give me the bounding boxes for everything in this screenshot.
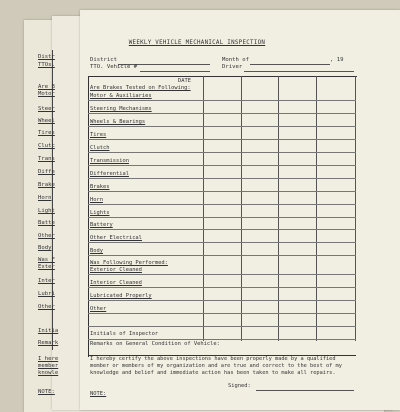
grid-row-line xyxy=(88,229,356,230)
grid-row-line xyxy=(88,204,356,205)
back-sheet-label: Was F xyxy=(38,257,55,263)
back-sheet-label: NOTE: xyxy=(38,389,55,395)
back-sheet-label: TTOs. xyxy=(38,62,55,68)
grid-row-line xyxy=(88,191,356,192)
initials-label: Initials of Inspector xyxy=(90,331,159,337)
grid-row-line xyxy=(88,152,356,153)
back-sheet-label: Lubri xyxy=(38,291,55,297)
back-sheet-label: Remark xyxy=(38,340,59,346)
inspection-item: Brakes xyxy=(90,184,110,190)
back-sheet-label: Other xyxy=(38,304,55,310)
grid-col-1 xyxy=(203,76,204,341)
inspection-item: Clutch xyxy=(90,145,110,151)
inspection-item: Transmission xyxy=(90,158,129,164)
inspection-item: Body xyxy=(90,248,103,254)
back-sheet-label: Motor xyxy=(38,91,55,97)
inspection-item: Motor & Auxiliaries xyxy=(90,93,152,99)
month-label: Month of xyxy=(222,57,249,63)
inspection-item: Steering Mechanisms xyxy=(90,106,152,112)
back-sheet-label: Batte xyxy=(38,220,55,226)
tto-vehicle-label: TTO. Vehicle # xyxy=(90,64,138,70)
inspection-item: Are Brakes Tested on Following: xyxy=(90,85,191,91)
tto-vehicle-line xyxy=(140,71,210,72)
inspection-item: Lights xyxy=(90,210,110,216)
inspection-item: Wheels & Bearings xyxy=(90,119,146,125)
back-sheet-label: Are B xyxy=(38,84,55,90)
grid-row-line xyxy=(88,126,356,127)
back-sheet-label: Body xyxy=(38,245,52,251)
back-sheet-label: Other xyxy=(38,233,55,239)
inspection-item: Exterior Cleaned xyxy=(90,267,142,273)
back-sheet-label: Diffe xyxy=(38,169,55,175)
inspection-item: Other xyxy=(90,306,107,312)
back-sheet-label: Horn xyxy=(38,195,52,201)
grid-row-line xyxy=(88,339,356,340)
date-column-header: DATE xyxy=(178,78,191,84)
year-label: , 19 xyxy=(330,57,344,63)
inspection-item: Lubricated Properly xyxy=(90,293,152,299)
month-line xyxy=(250,64,330,65)
note-label: NOTE: xyxy=(90,391,107,397)
grid-row-line xyxy=(88,313,356,314)
grid-col-2 xyxy=(241,76,242,341)
inspection-item: Other Electrical xyxy=(90,235,142,241)
inspection-item: Was Following Performed: xyxy=(90,260,168,266)
remarks-label: Remarks on General Condition of Vehicle: xyxy=(90,341,220,347)
grid-row-line xyxy=(88,178,356,179)
back-sheet-label: Tires xyxy=(38,130,55,136)
back-sheet-label: knowle xyxy=(38,370,59,376)
signature-line xyxy=(256,390,354,391)
driver-label: Driver xyxy=(222,64,243,70)
inspection-item: Tires xyxy=(90,132,107,138)
inspection-item: Horn xyxy=(90,197,103,203)
driver-line xyxy=(244,71,354,72)
back-sheet-label: Wheel xyxy=(38,118,55,124)
back-sheet-label: Inter xyxy=(38,278,55,284)
grid-row-line xyxy=(88,274,356,275)
form-title: WEEKLY VEHICLE MECHANICAL INSPECTION xyxy=(128,40,266,46)
grid-row-line xyxy=(88,287,356,288)
back-sheet-label: Trans xyxy=(38,156,55,162)
grid-row-line xyxy=(88,139,356,140)
grid-row-line xyxy=(88,300,356,301)
grid-row-line xyxy=(88,242,356,243)
back-sheet-label: member xyxy=(38,363,59,369)
district-label: District xyxy=(90,57,117,63)
back-sheet-label: I here xyxy=(38,356,59,362)
grid-row-line xyxy=(88,217,356,218)
back-sheet-label: Brake xyxy=(38,182,55,188)
grid-row-line xyxy=(88,165,356,166)
back-sheet-label: Exter xyxy=(38,264,55,270)
grid-row-line xyxy=(88,113,356,114)
inspection-item: Battery xyxy=(90,222,113,228)
grid-row-line xyxy=(88,100,356,101)
grid-col-3 xyxy=(278,76,279,341)
grid-col-4 xyxy=(316,76,317,341)
grid-row-line xyxy=(88,255,356,256)
back-sheet-label: Initia xyxy=(38,328,59,334)
signed-label: Signed: xyxy=(228,383,251,389)
back-sheet-label: Steer xyxy=(38,106,55,112)
certification-text: I hereby certify the above inspections have been properly made by a qualified member or members of my organization and are true and correct to the best of my knowledge and belief and immediate action has been taken to make all repairs. xyxy=(90,356,342,376)
back-sheet-label: Distr xyxy=(38,54,55,60)
back-sheet-label: Clutc xyxy=(38,143,55,149)
inspection-item: Differential xyxy=(90,171,129,177)
inspection-item: Interior Cleaned xyxy=(90,280,142,286)
grid-col-5 xyxy=(355,76,356,341)
grid-row-line xyxy=(88,326,356,327)
back-sheet-label: Light xyxy=(38,208,55,214)
